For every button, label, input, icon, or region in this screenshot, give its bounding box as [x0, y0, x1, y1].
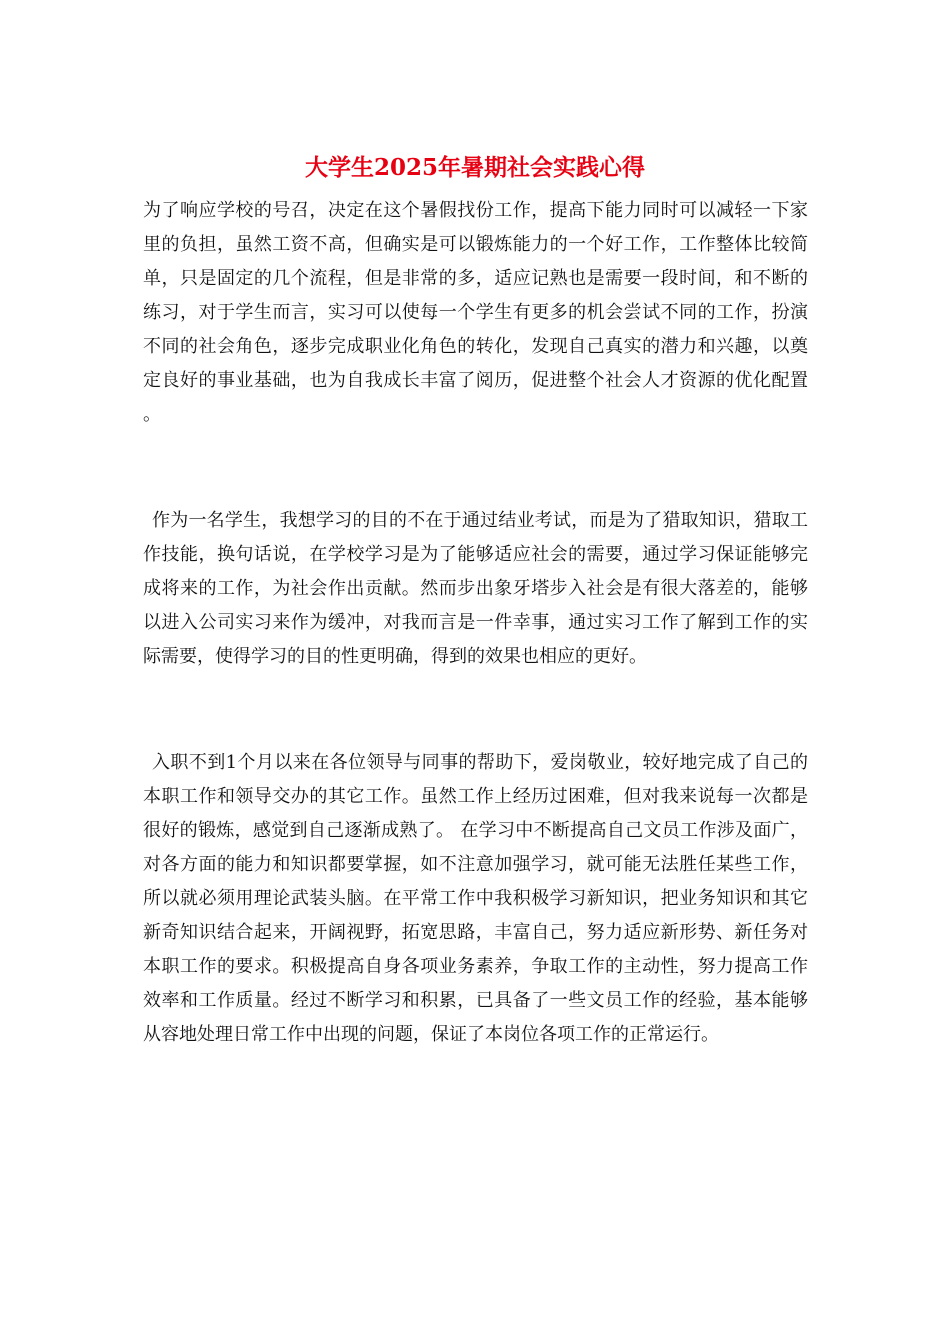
document-title: 大学生2025年暑期社会实践心得 [304, 154, 645, 181]
document-body [143, 194, 808, 1052]
paragraph-2: 作为一名学生，我想学习的目的不在于通过结业考试，而是为了猎取知识，猎取工作技能，换句话说，在学校学习是为了能够适应社会的需要，通过学习保证能够完成将来的工作，为社会作出贡献。然而步出象牙塔步入社会是有很大落差的，能够以进入公司实习来作为缓冲，对我而言是一件幸事，通过实习工作了解到工作的实际需要，使得学习的目的性更明确，得到的效果也相应的更好。 [143, 510, 808, 667]
paragraph-1: 为了响应学校的号召，决定在这个暑假找份工作，提高下能力同时可以减轻一下家里的负担，虽然工资不高，但确实是可以锻炼能力的一个好工作，工作整体比较简单，只是固定的几个流程，但是非常的多，适应记熟也是需要一段时间，和不断的练习，对于学生而言，实习可以使每一个学生有更多的机会尝试不同的工作，扮演不同的社会角色，逐步完成职业化角色的转化，发现自己真实的潜力和兴趣，以奠定良好的事业基础，也为自我成长丰富了阅历，促进整个社会人才资源的优化配置 。 [143, 200, 808, 425]
paragraph-3: 入职不到1个月以来在各位领导与同事的帮助下，爱岗敬业，较好地完成了自己的本职工作和领导交办的其它工作。虽然工作上经历过困难，但对我来说每一次都是很好的锻炼，感觉到自己逐渐成熟了。 在学习中不断提高自己文员工作涉及面广，对各方面的能力和知识都要掌握，如不注意加强学习，就可能无法胜任某些工作，所以就必须用理论武装头脑。在平常工作中我积极学习新知识，把业务知识和其它新奇知识结合起来，开阔视野，拓宽思路，丰富自己，努力适应新形势、新任务对本职工作的要求。积极提高自身各项业务素养，争取工作的主动性，努力提高工作效率和工作质量。经过不断学习和积累，已具备了一些文员工作的经验，基本能够从容地处理日常工作中出现的问题，保证了本岗位各项工作的正常运行。 [143, 752, 808, 1045]
